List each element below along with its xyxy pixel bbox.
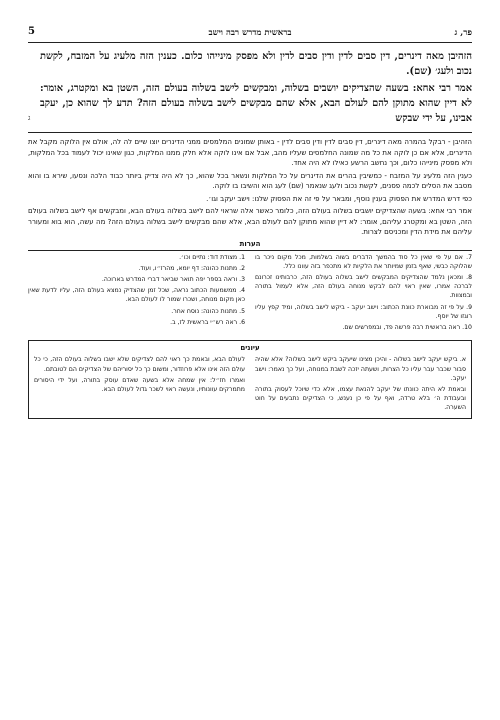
box-paragraph: לעולם הבא, ובאמת כך ראוי להם לצדיקים שלא ישבו בשלוה בעולם הזה, כי כל עולם הזה אינו אלא פרוזדור, ומשום כך כל יסוריהם של הצדיקים הם לטובתם.: [34, 356, 245, 373]
commentary-paragraph: אמר רבי אחא: בשעה שהצדיקים יושבים בשלוה בעולם הזה, כלומר כאשר אלה שראוי להם לישב בשלוה בעולם הבא, ומבקשים אף לישב בשלוה בעולם הזה, השטן בא ומקטרג עליהם, אומר: לא דיין שהוא מתוקן להם לעולם הבא, אלא שהם מבקשים לישב בשלוה בעולם הזה? מה עשה, הוא בוא ומעורר עליהם את מידת הדין ומכניסם לצרות.: [28, 207, 472, 236]
note-item: 5. מתנות כהונה: נוסח אחר.: [171, 307, 245, 315]
note-item: 9. על פי זה מבוארת כוונת הכתוב: וישב יעקב - ביקש לישב בשלוה, ומיד קפץ עליו רוגזו של יוסף.: [255, 303, 472, 320]
box-title: עיונים: [240, 344, 260, 353]
note-item: 3. וראה בספר יפה תואר שביאר דברי המדרש בארוכה.: [101, 275, 245, 283]
notes-column-right: [255, 253, 472, 335]
note-item: 8. ומכאן נלמד שהצדיקים המבקשים לישב בשלוה בעולם הזה, כרבותינו זכרונם לברכה אמרו, שאין ראוי להם לבקש מנוחה בעולם הזה, אלא לעמול בתורה ובמצוות.: [255, 273, 472, 300]
box-columns: [34, 355, 466, 414]
chapter-label: פר, ג: [454, 28, 472, 38]
note-item: 1. מצודת דוד: נתיים וכו׳.: [179, 253, 245, 261]
commentary-paragraph: הזהיבן - רבקל בהמרה מאה דינרים, דין סבים לדין ודין סבים לדין - באותן שמונים המלמסים ממני הדינרים יוצו שיים לה לה, אולם אין הלוקה מקבל את הדינרים, אלא אם כן לוקה את כל מה שמונה החלמסים שעליו מהב, אבל אם אינו לוקה אלא חלק ממנו המלקות, כגון שאינו יכול לעמוד בכל המלקות, ולא מפסק מינייהו כלום, וכך נחשב הרשע כאילו לא היה אחד.: [28, 138, 472, 167]
notes-heading: הערות: [239, 239, 261, 248]
iyunim-box: [28, 340, 472, 418]
box-column-left: [34, 355, 245, 414]
note-item: 6. ראה רש״י בראשית לז, ב.: [170, 318, 245, 326]
box-paragraph: א. ביקש יעקב לישב בשלוה - והיכן מצינו שיעקב ביקש לישב בשלוה? אלא שהיה סבור שכבר עבר עליו כל הצרות, ושעתה יזכה לשבת במנוחה, ועל כך נאמר: וישב יעקב.: [255, 356, 466, 382]
note-item: 10. ראה בראשית רבה פרשה פד, ובמפרשים שם.: [342, 323, 472, 331]
commentary-paragraph: כענין הזה מלעיג על המזבח - כמשיבין בהרים את הדינרים על כל המלקות ונשאר בכל שהוא, כך לא היה צדיק ביותר כבוד הלכה ונסעו, שירא בו והוא מסבב את הסלים לכמה פסנים, לקשת נכוב ולעג שנאמר (שם) לעג הוא והשיבו בו לוקה.: [28, 171, 472, 190]
running-title: בראשית מדרש רבה וישב: [208, 28, 292, 38]
page-header: [28, 26, 472, 43]
note-item: 7. אם על פי שאין כל סוד בהמשך הדברים בשוה בשלמות, מכל מקום ניכר בו שהלוקה כבשי, שאף בזמן שמיותר את הלקיות לא מתכפר בזה עוונו כלל.: [255, 253, 472, 270]
main-paragraph: הזהיבן מאה דינרים, דין סבים לדין ודין סבים לדין ולא מפסק מינייהו כלום. כענין הזה מלעיג על המזבח, לקשת נכוב ולעג׳ (שם).: [40, 51, 472, 77]
page-number: 5: [28, 26, 35, 37]
note-item: 4. ממשמעות הכתוב נראה, שכל זמן שהצדיק נמצא בעולם הזה, עליו לדעת שאין כאן מקום מנוחה, ושכרו שמור לו לעולם הבא.: [28, 287, 245, 304]
notes-section: [28, 250, 472, 335]
box-paragraph: ובאמת לא היתה כוונתו של יעקב להנאת עצמו, אלא כדי שיוכל לעסוק בתורה ובעבודת ה׳ בלא טרדה, ואף על פי כן נענש, כי הצדיקים נתבעים על חוט השערה.: [255, 385, 466, 412]
commentary-paragraph: כפי דרש המדרש את הפסוק בענין נוסף, ומבאר על פי זה את הפסוק שלנו: וישב יעקב וגו׳.: [206, 194, 472, 203]
box-column-right: [255, 355, 466, 414]
box-paragraph: ואמרו חז״ל: אין שמחה אלא בשעה שאדם עוסק בתורה, ועל ידי היסורים מתמרקים עוונותיו, ונעשה ראוי לשכר גדול לעולם הבא.: [34, 376, 245, 393]
main-text: [28, 49, 472, 126]
commentary: [28, 132, 472, 238]
notes-column-left: [28, 253, 245, 335]
note-item: 2. מתנות כהונה: דף יומא, מהרז״ו, ועוד.: [138, 264, 245, 272]
main-paragraph: אמר רבי אחא: בשעה שהצדיקים יושבים בשלוה, ומבקשים לישב בשלוה בעולם הזה, השטן בא ומקטרג, אומר: לא דיין שהוא מתוקן להם לעולם הבא, אלא שהם מבקשים לישב בשלוה בעולם הזה? תדע לך שהוא כן, יעקב אבינו, על ידי שבקש: [40, 83, 472, 124]
paragraph-marker: ג: [28, 114, 31, 122]
page: [28, 26, 472, 702]
